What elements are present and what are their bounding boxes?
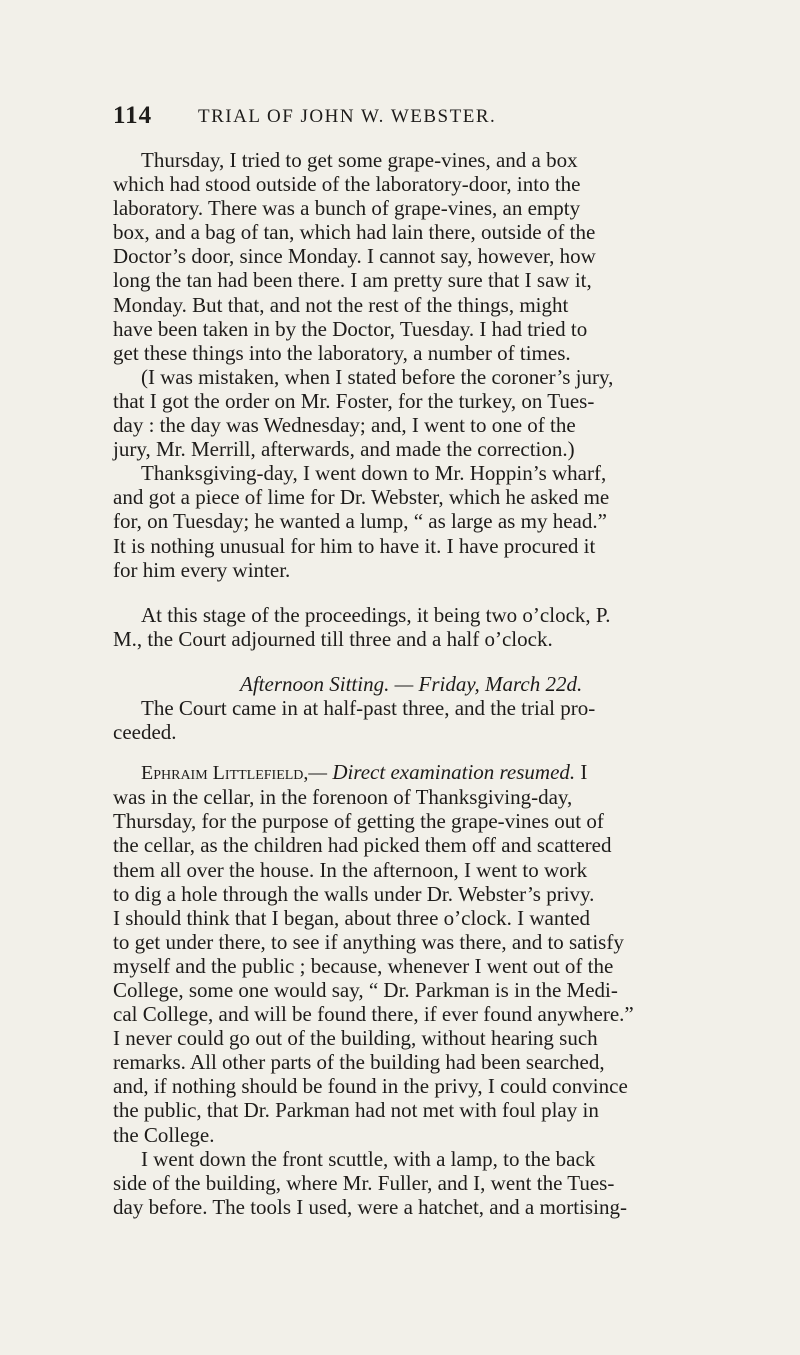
page-body bbox=[113, 148, 665, 1219]
text-line: College, some one would say, “ Dr. Parkman is in the Medi- bbox=[113, 978, 618, 1002]
section-heading: Afternoon Sitting. — Friday, March 22d. bbox=[240, 671, 583, 696]
text-line: and got a piece of lime for Dr. Webster, which he asked me bbox=[113, 485, 610, 510]
paragraph bbox=[113, 696, 665, 744]
text-line: Monday. But that, and not the rest of the things, might bbox=[113, 292, 569, 317]
paragraph bbox=[113, 148, 665, 365]
text-line: day before. The tools I used, were a hatchet, and a mortising- bbox=[113, 1194, 627, 1219]
text-line: cal College, and will be found there, if ever found anywhere.” bbox=[113, 1002, 634, 1027]
text-line: to dig a hole through the walls under Dr. Webster’s privy. bbox=[113, 881, 595, 906]
text-line: have been taken in by the Doctor, Tuesday. I had tried to bbox=[113, 316, 588, 341]
text-line: box, and a bag of tan, which had lain there, outside of the bbox=[113, 220, 596, 245]
text-line: which had stood outside of the laboratory-door, into the bbox=[113, 172, 581, 197]
text-line: the cellar, as the children had picked them off and scattered bbox=[113, 833, 612, 858]
text-line: long the tan had been there. I am pretty sure that I saw it, bbox=[113, 268, 592, 293]
text-line: laboratory. There was a bunch of grape-vines, an empty bbox=[113, 196, 581, 221]
text-line: that I got the order on Mr. Foster, for the turkey, on Tues- bbox=[113, 388, 595, 413]
text-fragment: I bbox=[575, 760, 588, 785]
page-number: 114 bbox=[113, 102, 153, 129]
paragraph bbox=[113, 461, 665, 581]
text-line: I went down the front scuttle, with a lamp, to the back bbox=[141, 1146, 596, 1171]
text-line: them all over the house. In the afternoon, I went to work bbox=[113, 857, 588, 882]
text-line: for, on Tuesday; he wanted a lump, “ as large as my head.” bbox=[113, 509, 607, 534]
examination-note: — Direct examination resumed. bbox=[308, 760, 576, 785]
text-line: for him every winter. bbox=[113, 557, 291, 582]
text-line: Thanksgiving-day, I went down to Mr. Hoppin’s wharf, bbox=[141, 461, 607, 486]
witness-name: Ephraim Littlefield, bbox=[141, 762, 309, 785]
text-line: get these things into the laboratory, a number of times. bbox=[113, 340, 571, 365]
text-line: At this stage of the proceedings, it being two o’clock, P. bbox=[141, 602, 611, 627]
page-header bbox=[113, 102, 673, 132]
running-head: TRIAL OF JOHN W. WEBSTER. bbox=[198, 106, 497, 127]
text-line: I never could go out of the building, without hearing such bbox=[113, 1026, 598, 1051]
text-line: remarks. All other parts of the building had been searched, bbox=[113, 1050, 605, 1075]
text-line: the public, that Dr. Parkman had not met with foul play in bbox=[113, 1098, 599, 1123]
text-line: myself and the public ; because, whenever I went out of the bbox=[113, 953, 614, 978]
text-line: the College. bbox=[113, 1122, 215, 1147]
text-line: to get under there, to see if anything was there, and to satisfy bbox=[113, 929, 624, 954]
text-line: Thursday, I tried to get some grape-vines, and a box bbox=[141, 148, 578, 172]
text-line bbox=[113, 760, 665, 785]
text-line: was in the cellar, in the forenoon of Thanksgiving-day, bbox=[113, 785, 573, 810]
text-line: and, if nothing should be found in the privy, I could convince bbox=[113, 1074, 628, 1099]
text-line: side of the building, where Mr. Fuller, and I, went the Tues- bbox=[113, 1170, 615, 1195]
text-line: Thursday, for the purpose of getting the grape-vines out of bbox=[113, 809, 604, 834]
text-line: M., the Court adjourned till three and a half o’clock. bbox=[113, 626, 553, 651]
text-line: ceeded. bbox=[113, 720, 177, 745]
text-line: It is nothing unusual for him to have it. I have procured it bbox=[113, 533, 596, 558]
paragraph bbox=[113, 760, 665, 1147]
text-line: jury, Mr. Merrill, afterwards, and made the correction.) bbox=[113, 437, 575, 462]
paragraph bbox=[113, 365, 665, 461]
text-line: day : the day was Wednesday; and, I went to one of the bbox=[113, 413, 576, 438]
paragraph bbox=[113, 1147, 665, 1219]
text-line: I should think that I began, about three o’clock. I wanted bbox=[113, 905, 591, 930]
text-line: The Court came in at half-past three, and the trial pro- bbox=[141, 695, 596, 720]
text-line: Doctor’s door, since Monday. I cannot say, however, how bbox=[113, 244, 596, 269]
text-line: (I was mistaken, when I stated before the coroner’s jury, bbox=[141, 364, 614, 389]
paragraph bbox=[113, 603, 665, 651]
